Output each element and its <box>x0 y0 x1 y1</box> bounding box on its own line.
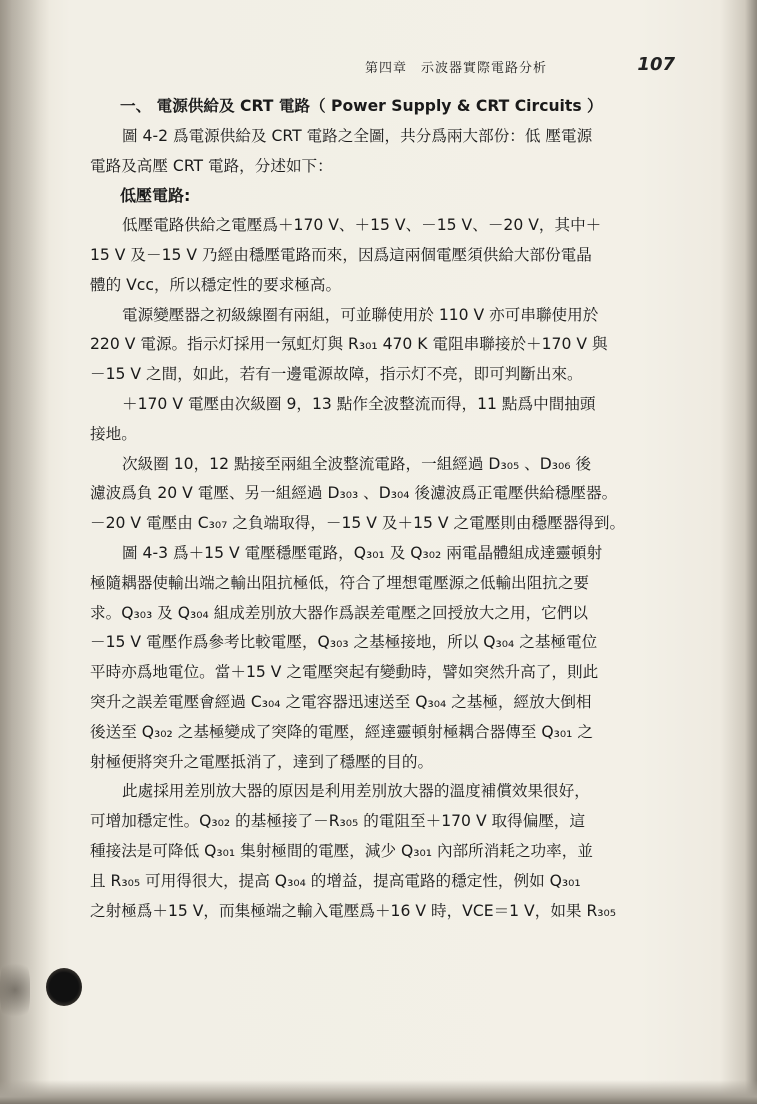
text-line: 圖 4-3 爲＋15 V 電壓穩壓電路，Q₃₀₁ 及 Q₃₀₂ 兩電晶體組成達靈頓射 <box>122 543 603 562</box>
text-line: －20 V 電壓由 C₃₀₇ 之負端取得，－15 V 及＋15 V 之電壓則由穩壓器得到。 <box>90 514 626 533</box>
text-line: ＋170 V 電壓由次級圈 9，13 點作全波整流而得，11 點爲中間抽頭 <box>122 394 596 413</box>
text-line: 次級圈 10，12 點接至兩組全波整流電路，一組經過 D₃₀₅ 、D₃₀₆ 後 <box>122 454 592 473</box>
subsection-heading: 低壓電路: <box>120 186 191 206</box>
text-line: －15 V 之間，如此，若有一邊電源故障，指示灯不亮，即可判斷出來。 <box>90 365 583 384</box>
text-line: 220 V 電源。指示灯採用一氖虹灯與 R₃₀₁ 470 K 電阻串聯接於＋170 V 與 <box>90 335 608 354</box>
text-line: 體的 Vcc，所以穩定性的要求極高。 <box>90 275 342 294</box>
text-line: 低壓電路供給之電壓爲＋170 V、＋15 V、－15 V、－20 V，其中＋ <box>122 216 602 235</box>
text-line: 接地。 <box>90 424 137 443</box>
text-line: 極隨耦器使輸出端之輸出阻抗極低，符合了埋想電壓源之低輸出阻抗之要 <box>90 573 590 592</box>
body-text <box>90 92 675 926</box>
text-line: －15 V 電壓作爲參考比較電壓，Q₃₀₃ 之基極接地，所以 Q₃₀₄ 之基極電位 <box>90 633 598 652</box>
section-heading: 一、 電源供給及 CRT 電路（ Power Supply & CRT Circuits ） <box>120 97 603 115</box>
text-line: 求。Q₃₀₃ 及 Q₃₀₄ 組成差別放大器作爲誤差電壓之回授放大之用，它們以 <box>90 603 588 622</box>
text-line: 此處採用差別放大器的原因是利用差別放大器的溫度補償效果很好， <box>122 782 590 801</box>
text-line: 突升之誤差電壓會經過 C₃₀₄ 之電容器迅速送至 Q₃₀₄ 之基極，經放大倒相 <box>90 692 592 711</box>
text-line: 圖 4-2 爲電源供給及 CRT 電路之全圖，共分爲兩大部份：低 壓電源 <box>122 126 593 145</box>
running-header <box>365 54 675 80</box>
text-line: 後送至 Q₃₀₂ 之基極變成了突降的電壓，經達靈頓射極耦合器傳至 Q₃₀₁ 之 <box>90 722 593 741</box>
page-number: 107 <box>637 54 675 75</box>
text-line: 平時亦爲地電位。當＋15 V 之電壓突起有變動時，譬如突然升高了，則此 <box>90 663 599 682</box>
text-line: 種接法是可降低 Q₃₀₁ 集射極間的電壓，減少 Q₃₀₁ 內部所消耗之功率，並 <box>90 841 593 860</box>
text-line: 15 V 及－15 V 乃經由穩壓電路而來，因爲這兩個電壓須供給大部份電晶 <box>90 245 592 264</box>
text-line: 且 R₃₀₅ 可用得很大，提高 Q₃₀₄ 的增益，提高電路的穩定性，例如 Q₃₀₁ <box>90 871 581 890</box>
chapter-title: 第四章 示波器實際電路分析 <box>365 61 548 76</box>
text-line: 之射極爲＋15 V，而集極端之輸入電壓爲＋16 V 時，VCE＝1 V，如果 R₃₀₅ <box>90 901 617 920</box>
text-line: 射極便將突升之電壓抵消了，達到了穩壓的目的。 <box>90 752 434 771</box>
page-bottom-edge <box>0 1080 757 1104</box>
page-hole <box>46 968 82 1006</box>
text-line: 電源變壓器之初級線圈有兩組，可並聯使用於 110 V 亦可串聯使用於 <box>122 305 599 324</box>
text-line: 電路及高壓 CRT 電路，分述如下： <box>90 156 333 175</box>
text-line: 可增加穩定性。Q₃₀₂ 的基極接了－R₃₀₅ 的電阻至＋170 V 取得偏壓，這 <box>90 812 586 831</box>
text-line: 濾波爲負 20 V 電壓、另一組經過 D₃₀₃ 、D₃₀₄ 後濾波爲正電壓供給穩壓器。 <box>90 484 618 503</box>
gutter-shadow <box>0 0 50 1104</box>
page-hole-shadow <box>0 955 30 1025</box>
